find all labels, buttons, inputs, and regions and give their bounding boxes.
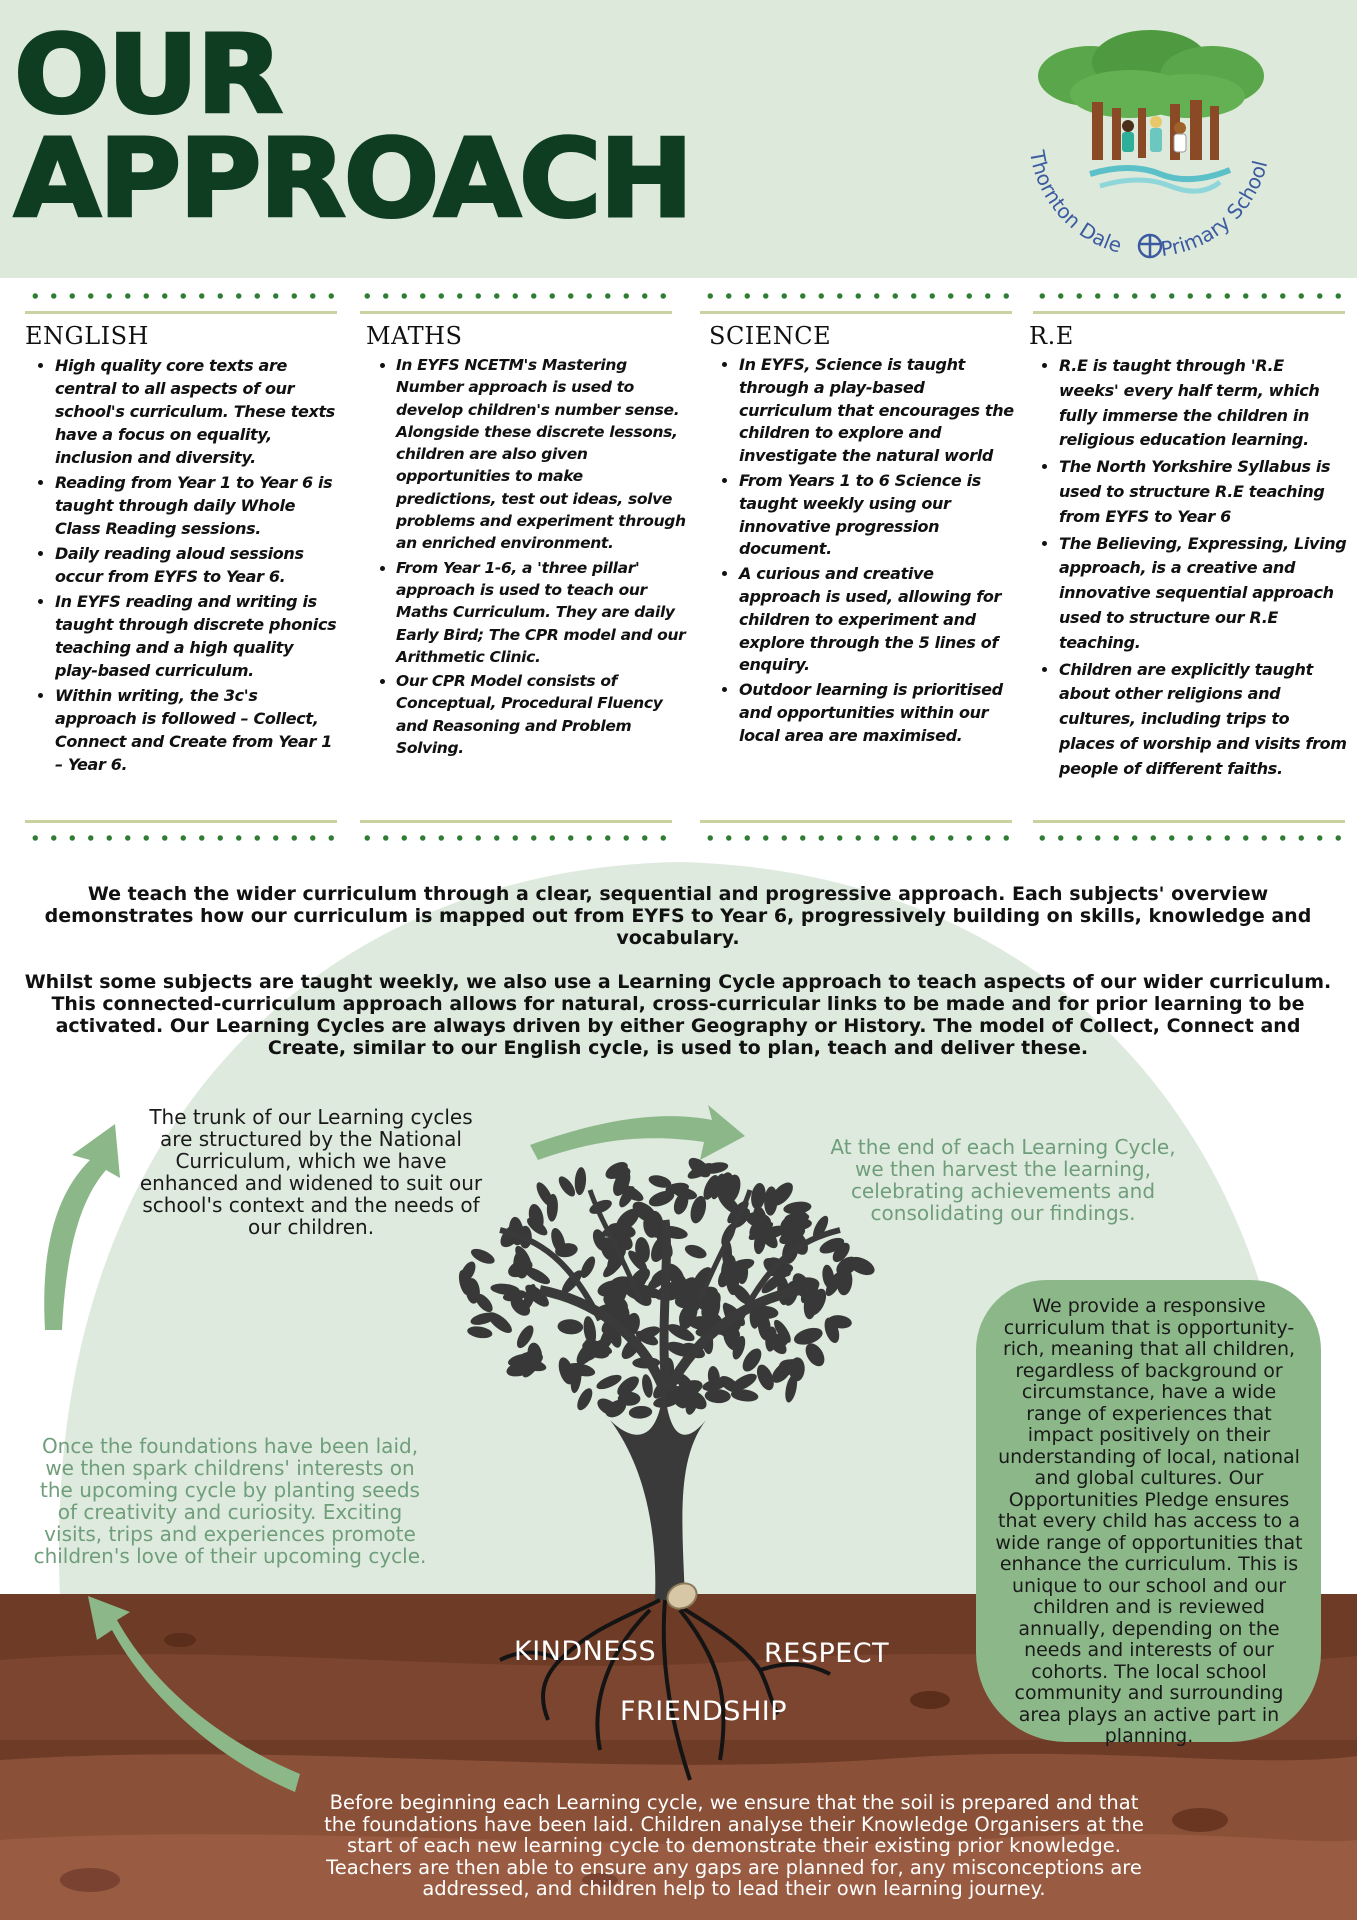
wider-curriculum-intro	[18, 883, 1338, 1081]
list-item: • Our CPR Model consists of Conceptual, Procedural Fluency and Reasoning and Problem Solving.	[396, 670, 686, 759]
soil-text: Before beginning each Learning cycle, we ensure that the soil is prepared and that the foundations have been laid. Children analyse their Knowledge Organisers at the start of each new learning cycle to demonstrate their existing prior knowledge. Teachers are then able to ensure any gaps are planned for, any misconceptions are addressed, and children help to lead their own learning journey.	[324, 1791, 1144, 1900]
value-friendship: FRIENDSHIP	[620, 1696, 787, 1727]
list-item: • R.E is taught through 'R.E weeks' every half term, which fully immerse the children in religious education learning.	[1059, 354, 1347, 453]
trunk-text: The trunk of our Learning cycles are structured by the National Curriculum, which we have enhanced and widened to suit our school's context and the needs of our children.	[139, 1105, 483, 1239]
intro-paragraph-2: Whilst some subjects are taught weekly, we also use a Learning Cycle approach to teach aspects of our wider curriculum. This connected-curriculum approach allows for natural, cross-curricular links to be made and for prior learning to be activated. Our Learning Cycles are always driven by either Geography or History. The model of Collect, Connect and Create, similar to our English cycle, is used to plan, teach and deliver these.	[24, 971, 1332, 1059]
logo-school-name-right: Primary School	[1159, 158, 1273, 262]
intro-paragraph-1: We teach the wider curriculum through a clear, sequential and progressive approach. Each subjects' overview demonstrates how our curriculum is mapped out from EYFS to Year 6, progressively building on skills, knowledge and vocabulary.	[44, 883, 1312, 949]
value-kindness: KINDNESS	[514, 1636, 657, 1667]
list-item: • Reading from Year 1 to Year 6 is taught through daily Whole Class Reading sessions.	[55, 471, 340, 540]
list-item: • From Year 1-6, a 'three pillar' approach is used to teach our Maths Curriculum. They are daily Early Bird; The CPR model and our Arithmetic Clinic.	[396, 557, 686, 668]
science-heading: SCIENCE	[709, 322, 832, 350]
list-item: • High quality core texts are central to all aspects of our school's curriculum. These texts have a focus on equality, inclusion and diversity.	[55, 354, 340, 469]
list-item: • The Believing, Expressing, Living approach, is a creative and innovative sequential approach used to structure our R.E teaching.	[1059, 532, 1347, 656]
list-item: • Children are explicitly taught about other religions and cultures, including trips to places of worship and visits from people of different faiths.	[1059, 658, 1347, 782]
list-item: • The North Yorkshire Syllabus is used to structure R.E teaching from EYFS to Year 6	[1059, 455, 1347, 529]
title-line-1: OUR	[14, 13, 281, 138]
english-heading: ENGLISH	[25, 322, 149, 350]
maths-heading: MATHS	[366, 322, 463, 350]
list-item: • From Years 1 to 6 Science is taught weekly using our innovative progression document.	[739, 470, 1019, 561]
list-item: • In EYFS NCETM's Mastering Number approach is used to develop children's number sense. Alongside these discrete lessons, children are also given opportunities to make predictions, test out ideas, solve problems and experiment through an enriched environment.	[396, 354, 686, 555]
title-line-2: APPROACH	[14, 117, 692, 242]
list-item: • In EYFS reading and writing is taught through discrete phonics teaching and a high quality play-based curriculum.	[55, 590, 340, 682]
list-item: • A curious and creative approach is used, allowing for children to experiment and explore through the 5 lines of enquiry.	[739, 563, 1019, 677]
re-heading: R.E	[1029, 322, 1074, 350]
value-respect: RESPECT	[764, 1638, 890, 1669]
seeds-text: Once the foundations have been laid, we then spark childrens' interests on the upcoming cycle by planting seeds of creativity and curiosity. Exciting visits, trips and experiences promote children's love of their upcoming cycle.	[33, 1434, 427, 1568]
opportunities-pledge-box	[976, 1280, 1321, 1747]
pledge-text: We provide a responsive curriculum that is opportunity-rich, meaning that all children, regardless of background or circumstance, have a wide range of experiences that impact positively on their understanding of local, national and global cultures. Our Opportunities Pledge ensures that every child has access to a wide range of opportunities that enhance the curriculum. This is unique to our school and our children and is reviewed annually, depending on the needs and interests of our cohorts. The local school community and surrounding area plays an active part in planning.	[995, 1295, 1303, 1747]
list-item: • Within writing, the 3c's approach is followed – Collect, Connect and Create from Year 1 – Year 6.	[55, 684, 340, 776]
list-item: • Outdoor learning is prioritised and opportunities within our local area are maximised.	[739, 679, 1019, 747]
harvest-text: At the end of each Learning Cycle, we then harvest the learning, celebrating achievements and consolidating our findings.	[830, 1135, 1176, 1225]
list-item: • In EYFS, Science is taught through a play-based curriculum that encourages the children to explore and investigate the natural world	[739, 354, 1019, 468]
list-item: • Daily reading aloud sessions occur from EYFS to Year 6.	[55, 542, 340, 588]
logo-school-name-left: Thornton Dale	[1024, 148, 1125, 258]
